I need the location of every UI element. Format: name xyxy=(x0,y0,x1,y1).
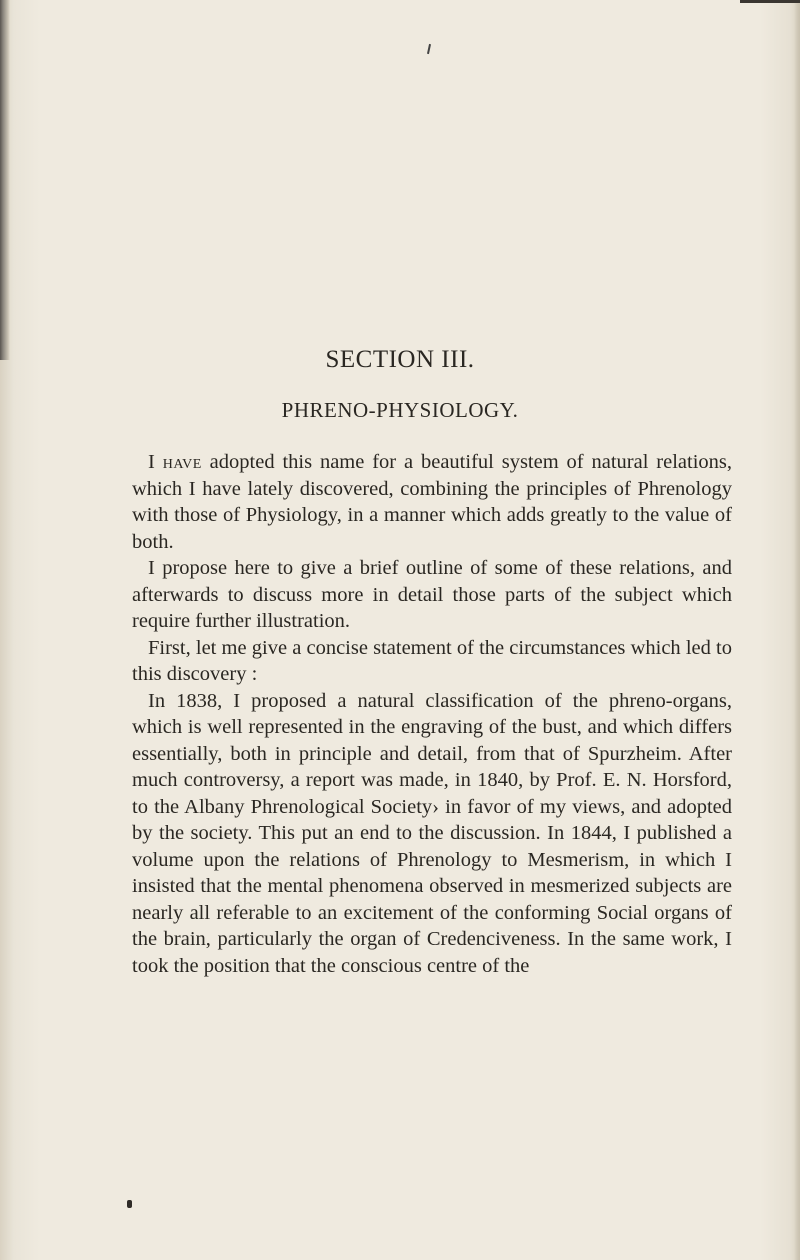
drop-lead: I xyxy=(148,451,155,473)
body-text xyxy=(132,449,732,979)
section-heading: SECTION III. xyxy=(325,346,475,373)
lead-smallcaps: have xyxy=(162,451,202,473)
ink-mark xyxy=(427,44,431,54)
top-edge-mark xyxy=(740,0,800,3)
paragraph-1 xyxy=(132,449,732,555)
page-edge xyxy=(794,0,800,1260)
binding-shadow xyxy=(0,0,10,360)
paragraph-2: I propose here to give a brief outline of some of these relations, and afterwards to discuss more in detail those parts of the subject which require further illustration. xyxy=(132,557,732,632)
ink-smudge xyxy=(127,1200,132,1208)
paragraph-3: First, let me give a concise statement of the circumstances which led to this discovery : xyxy=(132,636,732,685)
paragraph-1-text: adopted this name for a beautiful system of natural relations, which I have lately discovered, combining the principles of Phrenology with those of Physiology, in a manner which adds greatly to the value of both. xyxy=(132,451,733,553)
chapter-title: PHRENO-PHYSIOLOGY. xyxy=(281,398,519,422)
paragraph-4: In 1838, I proposed a natural classification of the phreno-organs, which is well represented in the engraving of the bust, and which differs essentially, both in principle and detail, from that of Spurzheim. After much controversy, a report was made, in 1840, by Prof. E. N. Horsford, to the Albany Phrenological Society› in favor of my views, and adopted by the society. This put an end to the discussion. In 1844, I published a volume upon the relations of Phrenology to Mesmerism, in which I insisted that the mental phenomena observed in mesmerized subjects are nearly all referable to an excitement of the conforming Social organs of the brain, particularly the organ of Credenciveness. In the same work, I took the position that the conscious centre of the xyxy=(132,689,732,977)
